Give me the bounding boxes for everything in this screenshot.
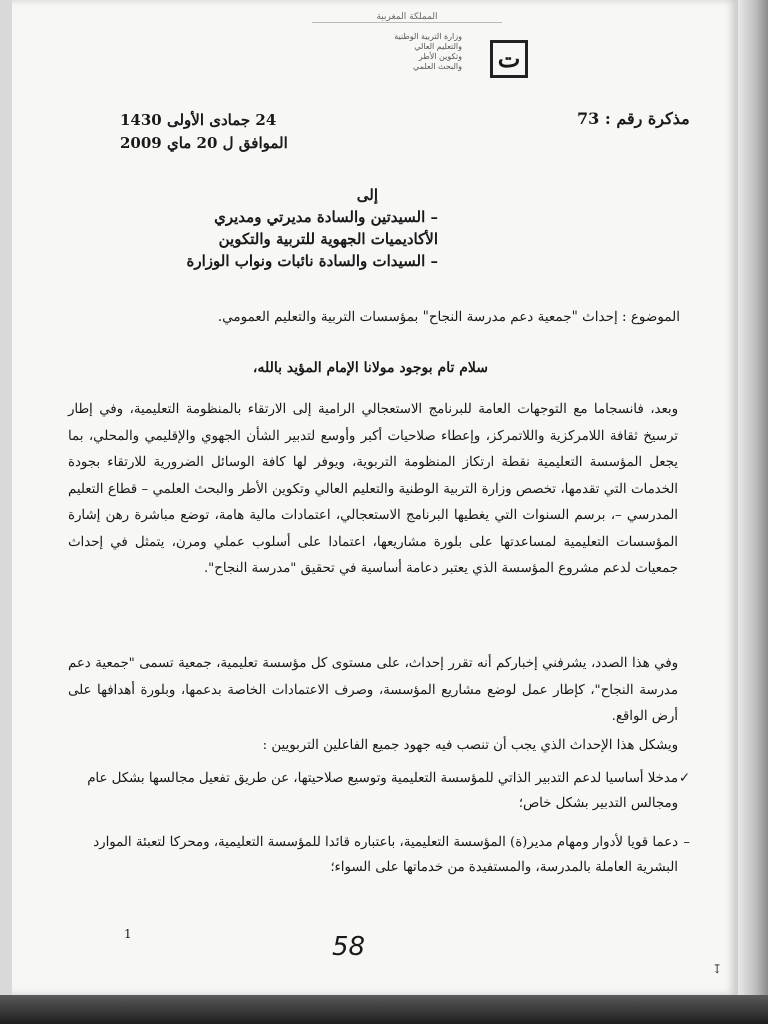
- bullet-text: دعما قويا لأدوار ومهام مدير(ة) المؤسسة التعليمية، باعتباره قائدا للمؤسسة التعليمية، ومحركا لتعبئة الموارد البشرية العاملة بالمدرسة، والمستفيدة من خدماتها على السواء؛: [93, 835, 678, 875]
- corner-mark: ↧: [712, 962, 723, 976]
- recipients-to: إلى: [356, 186, 378, 204]
- body-paragraph: ويشكل هذا الإحداث الذي يجب أن تنصب فيه جهود جميع الفاعلين التربويين :: [262, 738, 678, 753]
- ministry-line: وتكوين الأطر: [418, 52, 462, 61]
- page-edge-shadow: [738, 0, 768, 1024]
- handwritten-page-number: 58: [332, 932, 366, 962]
- memo-subject: الموضوع : إحداث "جمعية دعم مدرسة النجاح" بمؤسسات التربية والتعليم العمومي.: [217, 309, 680, 325]
- ministry-name: [352, 32, 462, 72]
- ministry-line: وزارة التربية الوطنية: [394, 32, 462, 41]
- bullet-item: [78, 766, 690, 816]
- ministry-line: والتعليم العالي: [414, 42, 462, 51]
- ministry-line: والبحث العلمي: [413, 62, 462, 71]
- bullet-text: مدخلا أساسيا لدعم التدبير الذاتي للمؤسسة التعليمية وتوسيع صلاحيتها، عن طريق تفعيل مجالسها بشكل عام ومجالس التدبير بشكل خاص؛: [87, 771, 678, 811]
- scanned-page: [12, 0, 738, 995]
- memo-number: مذكرة رقم : 73: [577, 109, 690, 128]
- scanner-bottom-bar: [0, 995, 768, 1024]
- ministry-logo: ت: [490, 40, 528, 78]
- greeting: سلام تام بوجود مولانا الإمام المؤيد بالله،: [252, 360, 488, 376]
- date-hijri: 24 جمادى الأولى 1430: [120, 111, 277, 129]
- body-paragraph: وبعد، فانسجاما مع التوجهات العامة للبرنامج الاستعجالي الرامية إلى الارتقاء بالمنظومة التعليمية، وفي إطار ترسيخ ثقافة اللامركزية واللاتمركز، وإعطاء صلاحيات أكبر وأوسع لتدبير الشأن الجهوي والإقليمي والمحلي، بما يجعل المؤسسة التعليمية نقطة ارتكاز المنظومة التربوية، ويوفر لها كافة الوسائل الضرورية للارتقاء بجودة الخدمات التي تقدمها، تخصص وزارة التربية الوطنية والتعليم العالي وتكوين الأطر والبحث العلمي – قطاع التعليم المدرسي –، برسم السنوات التي يغطيها البرنامج الاستعجالي، اعتمادات مالية هامة، توضع مباشرة رهن إشارة المؤسسات التعليمية لمساعدتها على بلورة مشاريعها، اعتمادا على أسلوب عملي ومرن، يتمثل في إحداث جمعيات لدعم مشروع المؤسسة الذي يعتبر دعامة أساسية في تحقيق "مدرسة النجاح".: [68, 402, 678, 576]
- date-gregorian: الموافق ل 20 ماي 2009: [120, 134, 288, 152]
- bullet-check-icon: ✓: [678, 771, 690, 786]
- kingdom-header: المملكة المغربية: [312, 12, 502, 23]
- recipient-line: – السيدات والسادة نائبات ونواب الوزارة: [186, 252, 438, 270]
- page-number: 1: [124, 927, 132, 941]
- recipients-block: [187, 184, 438, 272]
- bullet-dash-icon: –: [683, 835, 690, 850]
- recipient-line: الأكاديميات الجهوية للتربية والتكوين: [218, 230, 438, 248]
- body-paragraph: وفي هذا الصدد، يشرفني إخباركم أنه تقرر إحداث، على مستوى كل مؤسسة تعليمية، جمعية تسمى "جمعية دعم مدرسة النجاح"، كإطار عمل لوضع مشاريع المؤسسة، وصرف الاعتمادات الخاصة بدعمها، وبلورة أهدافها على أرض الواقع.: [68, 656, 678, 724]
- recipient-line: – السيدتين والسادة مديرتي ومديري: [214, 208, 438, 226]
- bullet-item: [78, 830, 690, 880]
